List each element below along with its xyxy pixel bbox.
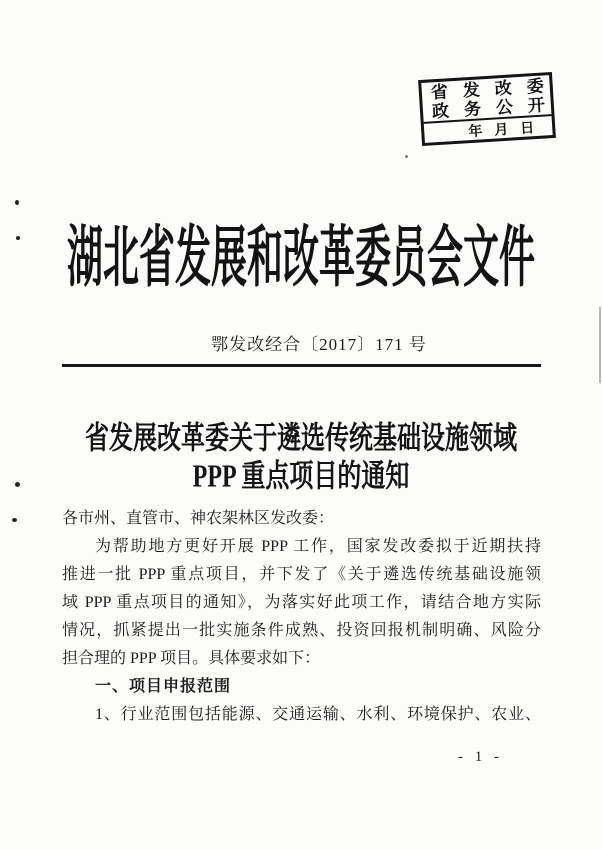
gov-disclosure-stamp: [418, 72, 561, 146]
document-title-line-2: PPP 重点项目的通知: [192, 460, 410, 495]
body-line: 担合理的 PPP 项目。具体要求如下：: [62, 650, 321, 667]
scan-speck: [15, 482, 20, 487]
body-line: 推进一批 PPP 重点项目，并下发了《关于遴选传统基础设施领: [62, 566, 541, 583]
body-line: 域 PPP 重点项目的通知》，为落实好此项工作，请结合地方实际: [62, 594, 541, 611]
scan-speck: [15, 200, 19, 205]
scan-speck: [12, 518, 17, 522]
body-line: 1、行业范围包括能源、交通运输、水利、环境保护、农业、: [95, 706, 541, 723]
document-title-line-1: 省发展改革委关于遴选传统基础设施领域: [85, 422, 517, 457]
recipient-line: 各市州、直管市、神农架林区发改委：: [62, 510, 335, 527]
stamp-row-1: 省发改委: [430, 75, 560, 103]
body-line: 为帮助地方更好开展 PPP 工作，国家发改委拟于近期扶持: [95, 538, 541, 555]
page-number: - 1 -: [458, 749, 503, 765]
body-line: 情况，抓紧提出一批实施条件成熟、投资回报机制明确、风险分: [62, 622, 541, 639]
letterhead-org-title: 湖北省发展和改革委员会文件: [66, 220, 535, 295]
document-number: 鄂发改经合〔2017〕171 号: [211, 335, 427, 354]
stamp-row-2: 政务公开: [431, 94, 561, 122]
document-body: [62, 505, 541, 729]
scan-edge-artifact: [599, 307, 601, 383]
letterhead-divider-rule: [62, 364, 541, 367]
section-heading: 一、项目申报范围: [95, 678, 232, 695]
stamp-date-row: 年月日: [424, 114, 553, 144]
scan-speck: [405, 155, 408, 158]
scan-speck: [16, 236, 20, 240]
